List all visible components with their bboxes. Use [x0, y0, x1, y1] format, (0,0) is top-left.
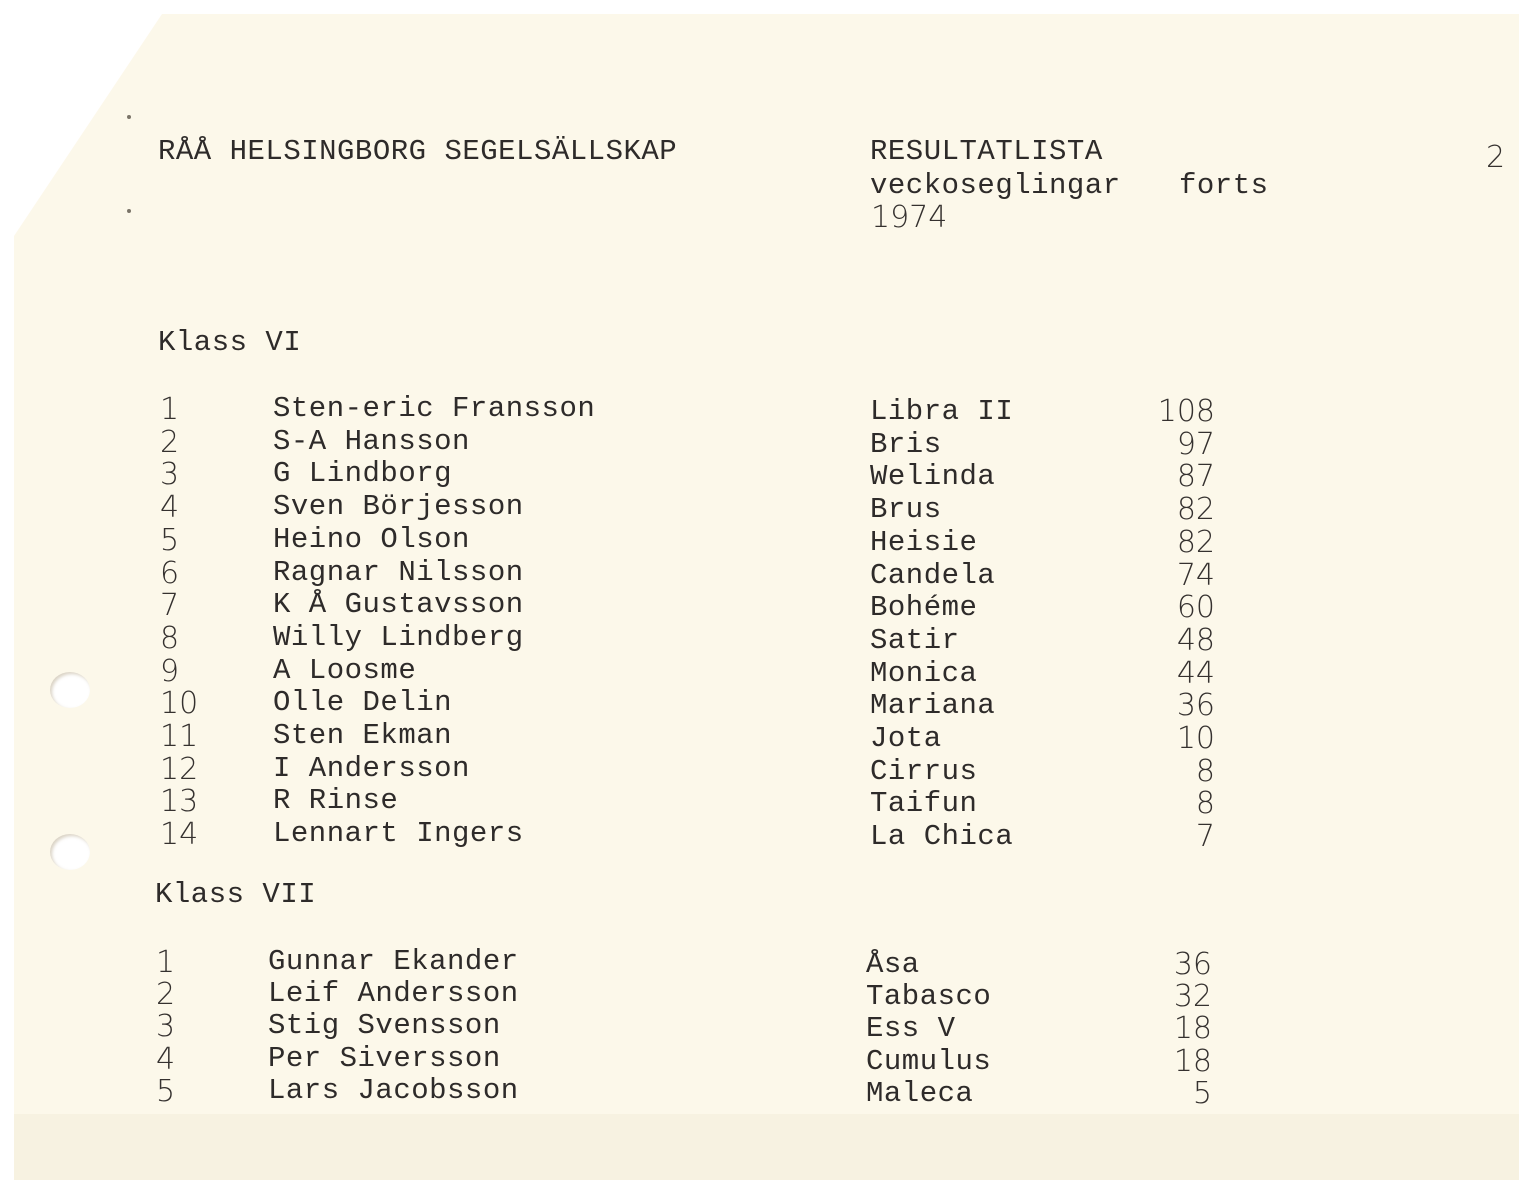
- result-place: 4: [156, 1042, 176, 1077]
- result-place: 10: [160, 686, 199, 721]
- boat-name: Candela: [870, 559, 996, 592]
- boat-name: Heisie: [870, 526, 978, 559]
- result-points: 36: [1176, 688, 1215, 723]
- skipper-name: K Å Gustavsson: [273, 588, 524, 621]
- result-points: 44: [1176, 656, 1215, 691]
- boat-name: Åsa: [866, 948, 920, 981]
- result-place: 6: [160, 556, 180, 591]
- boat-name: Cirrus: [870, 755, 978, 788]
- boat-name: Cumulus: [866, 1045, 992, 1078]
- skipper-name: Heino Olson: [273, 523, 470, 556]
- boat-name: Maleca: [866, 1077, 974, 1110]
- result-points: 36: [1173, 947, 1212, 982]
- skipper-name: Olle Delin: [273, 686, 453, 719]
- result-place: 13: [160, 784, 199, 819]
- boat-name: Tabasco: [866, 980, 992, 1013]
- skipper-name: S-A Hansson: [273, 425, 470, 458]
- result-points: 60: [1176, 590, 1215, 625]
- boat-name: Welinda: [870, 460, 996, 493]
- boat-name: Mariana: [870, 689, 996, 722]
- result-points: 97: [1176, 427, 1215, 462]
- document-year: 1974: [871, 200, 948, 235]
- result-points: 48: [1176, 623, 1215, 658]
- result-place: 1: [156, 945, 176, 980]
- result-points: 10: [1176, 721, 1215, 756]
- result-points: 87: [1176, 459, 1215, 494]
- result-place: 2: [160, 425, 180, 460]
- document-title: RESULTATLISTA: [870, 135, 1103, 168]
- skipper-name: Ragnar Nilsson: [273, 556, 524, 589]
- result-points: 8: [1195, 786, 1215, 821]
- result-points: 82: [1176, 492, 1215, 527]
- result-place: 7: [160, 588, 180, 623]
- result-points: 32: [1173, 979, 1212, 1014]
- section-heading-klass-vii: Klass VII: [155, 878, 317, 911]
- skipper-name: Lennart Ingers: [273, 817, 524, 850]
- skipper-name: Lars Jacobsson: [268, 1074, 519, 1107]
- skipper-name: A Loosme: [273, 654, 417, 687]
- result-place: 4: [160, 490, 180, 525]
- result-points: 108: [1157, 394, 1215, 429]
- skipper-name: Stig Svensson: [268, 1009, 501, 1042]
- skipper-name: Sven Börjesson: [273, 490, 524, 523]
- paper-speck: [127, 115, 131, 119]
- boat-name: Bris: [870, 428, 942, 461]
- result-points: 18: [1173, 1044, 1212, 1079]
- boat-name: Ess V: [866, 1012, 956, 1045]
- boat-name: Satir: [870, 624, 960, 657]
- boat-name: Libra II: [870, 395, 1014, 428]
- boat-name: La Chica: [870, 820, 1014, 853]
- binder-hole-lower: [50, 834, 90, 870]
- boat-name: Jota: [870, 722, 942, 755]
- skipper-name: R Rinse: [273, 784, 399, 817]
- boat-name: Bohéme: [870, 591, 978, 624]
- binder-hole-upper: [50, 672, 90, 708]
- skipper-name: Sten-eric Fransson: [273, 392, 596, 425]
- paper-speck: [127, 209, 131, 213]
- result-place: 1: [160, 392, 180, 427]
- boat-name: Taifun: [870, 787, 978, 820]
- result-place: 3: [160, 457, 180, 492]
- section-heading-klass-vi: Klass VI: [158, 326, 302, 359]
- result-points: 5: [1192, 1076, 1212, 1111]
- club-name: RÅÅ HELSINGBORG SEGELSÄLLSKAP: [158, 135, 678, 168]
- result-points: 74: [1176, 558, 1215, 593]
- paper-sheet: [14, 14, 1519, 1180]
- result-place: 5: [156, 1074, 176, 1109]
- result-place: 14: [160, 817, 199, 852]
- document-subtitle: veckoseglingar: [870, 169, 1121, 202]
- page-number: 2: [1486, 140, 1506, 175]
- result-place: 2: [156, 977, 176, 1012]
- skipper-name: Per Siversson: [268, 1042, 501, 1075]
- continued-label: forts: [1179, 169, 1269, 202]
- bottom-shadow-band: [14, 1114, 1519, 1180]
- result-points: 18: [1173, 1011, 1212, 1046]
- result-place: 12: [160, 752, 199, 787]
- skipper-name: I Andersson: [273, 752, 470, 785]
- result-place: 11: [160, 719, 199, 754]
- result-points: 8: [1195, 754, 1215, 789]
- boat-name: Brus: [870, 493, 942, 526]
- skipper-name: Willy Lindberg: [273, 621, 524, 654]
- skipper-name: Sten Ekman: [273, 719, 453, 752]
- result-place: 3: [156, 1009, 176, 1044]
- result-place: 8: [160, 621, 180, 656]
- skipper-name: Gunnar Ekander: [268, 945, 519, 978]
- boat-name: Monica: [870, 657, 978, 690]
- result-place: 9: [160, 654, 180, 689]
- result-points: 7: [1195, 819, 1215, 854]
- result-points: 82: [1176, 525, 1215, 560]
- skipper-name: Leif Andersson: [268, 977, 519, 1010]
- result-place: 5: [160, 523, 180, 558]
- skipper-name: G Lindborg: [273, 457, 453, 490]
